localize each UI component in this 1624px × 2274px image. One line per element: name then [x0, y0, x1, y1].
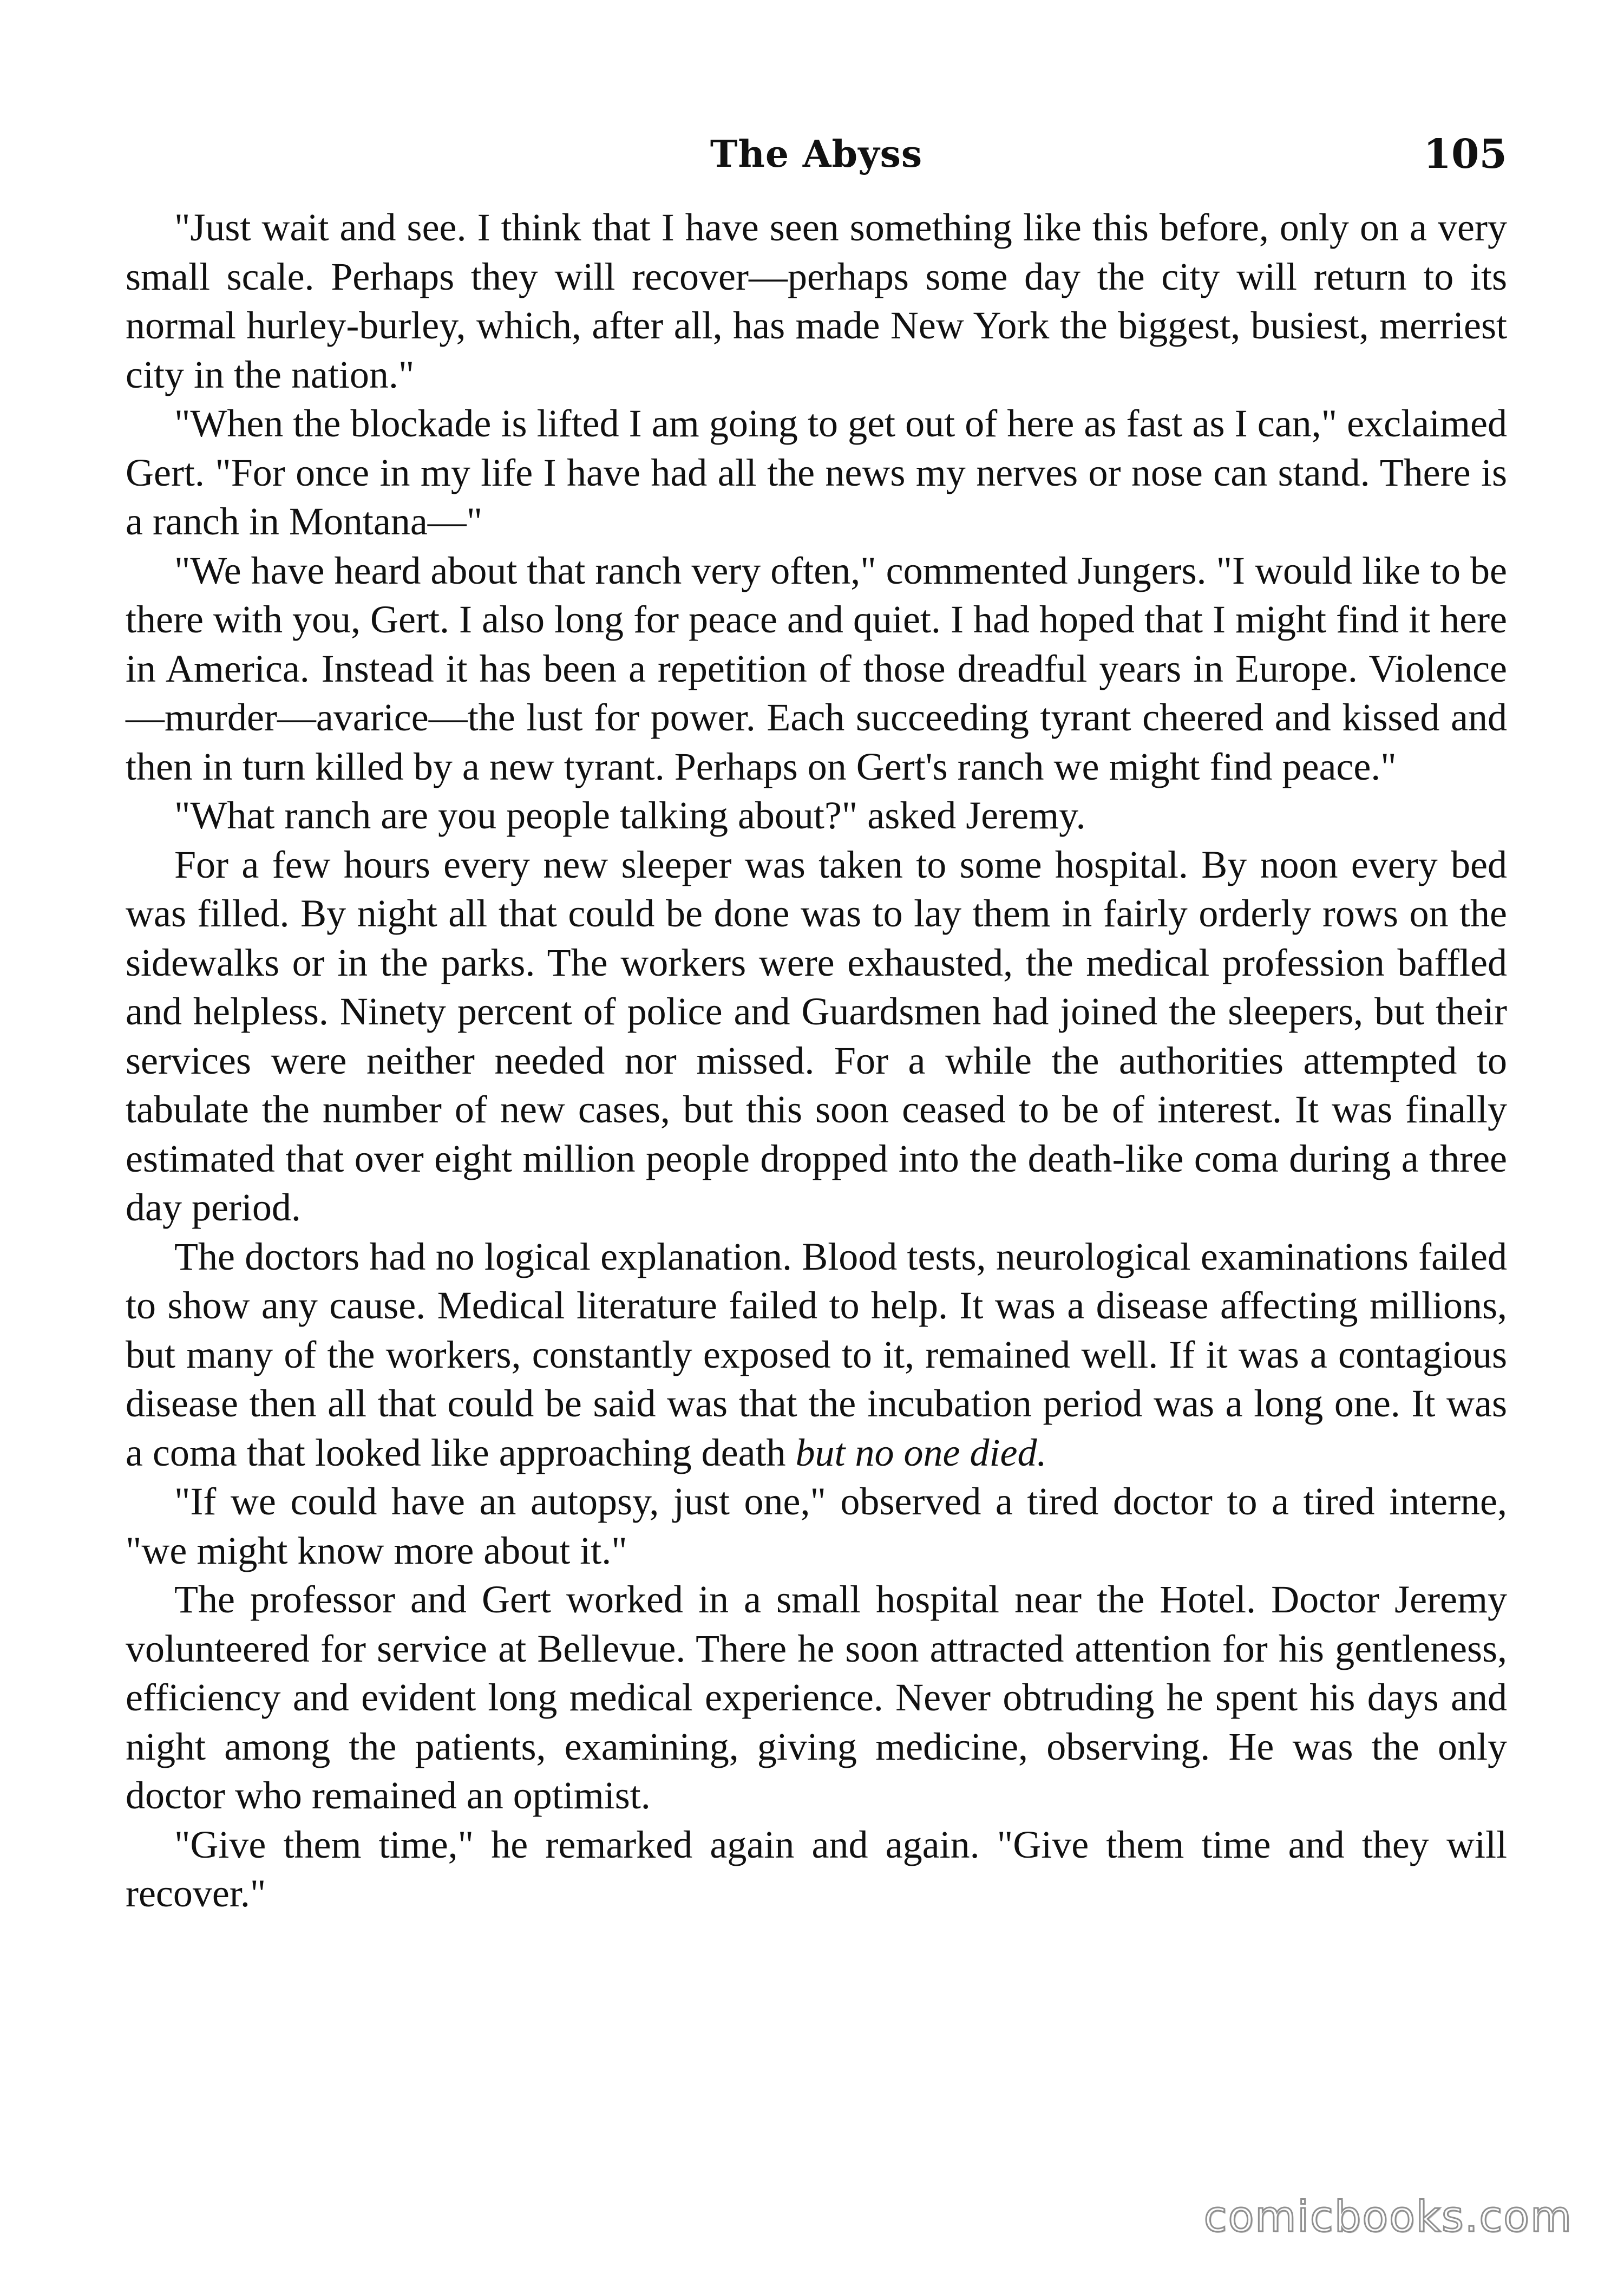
- watermark: comicbooks.com: [1203, 2193, 1573, 2242]
- italic-phrase: but no one died.: [795, 1430, 1047, 1474]
- running-header: [126, 125, 1507, 184]
- paragraph-text: "We have heard about that ranch very often," commented Jungers. "I would like to be there with you, Gert. I also long for peace and quiet. I had hoped that I might find it here in America. Instead it has been a repetition of those dreadful years in Europe. Violence—murder—avarice—the lust for power. Each succeeding tyrant cheered and kissed and then in turn killed by a new tyrant. Perhaps on Gert's ranch we might find peace.": [126, 548, 1507, 788]
- paragraph-text: "If we could have an autopsy, just one," observed a tired doctor to a tired interne, "we might know more about it.": [126, 1480, 1507, 1572]
- paragraph: [126, 203, 1507, 399]
- paragraph-text: The professor and Gert worked in a small hospital near the Hotel. Doctor Jeremy volunteered for service at Bellevue. There he soon attracted attention for his gentleness, efficiency and evident long medical experience. Never obtruding he spent his days and night among the patients, examining, giving medicine, observing. He was the only doctor who remained an optimist.: [126, 1578, 1507, 1817]
- paragraph: [126, 840, 1507, 1232]
- paragraph-text: "What ranch are you people talking about?" asked Jeremy.: [174, 794, 1086, 837]
- running-title: The Abyss: [710, 133, 923, 176]
- paragraph-text: "Give them time," he remarked again and again. "Give them time and they will recover.": [126, 1822, 1507, 1915]
- page-number: 105: [1423, 131, 1507, 178]
- paragraph: [126, 1232, 1507, 1478]
- paragraph: [126, 1477, 1507, 1575]
- paragraph: [126, 1820, 1507, 1918]
- paragraph-text: "When the blockade is lifted I am going to get out of here as fast as I can," exclaimed Gert. "For once in my life I have had all the news my nerves or nose can stand. There is a ranch in Montana—": [126, 402, 1507, 543]
- paragraph: [126, 791, 1507, 840]
- paragraph: [126, 399, 1507, 546]
- paragraph: [126, 546, 1507, 792]
- paragraph: [126, 1575, 1507, 1820]
- paragraph-text: "Just wait and see. I think that I have seen something like this before, only on a very small scale. Perhaps they will recover—perhaps some day the city will return to its normal hurley-burley, which, after all, has made New York the biggest, busiest, merriest city in the nation.": [126, 206, 1507, 396]
- body-text: [126, 203, 1507, 1918]
- paragraph-text: For a few hours every new sleeper was taken to some hospital. By noon every bed was filled. By night all that could be done was to lay them in fairly orderly rows on the sidewalks or in the parks. The workers were exhausted, the medical profession baffled and helpless. Ninety percent of police and Guardsmen had joined the sleepers, but their services were neither needed nor missed. For a while the authorities attempted to tabulate the number of new cases, but this soon ceased to be of interest. It was finally estimated that over eight million people dropped into the death-like coma during a three day period.: [126, 842, 1507, 1229]
- paragraph-text: The doctors had no logical explanation. Blood tests, neurological examinations failed to show any cause. Medical literature failed to help. It was a disease affecting millions, but many of the workers, constantly exposed to it, remained well. If it was a contagious disease then all that could be said was that the incubation period was a long one. It was a coma that looked like approaching death: [126, 1234, 1507, 1474]
